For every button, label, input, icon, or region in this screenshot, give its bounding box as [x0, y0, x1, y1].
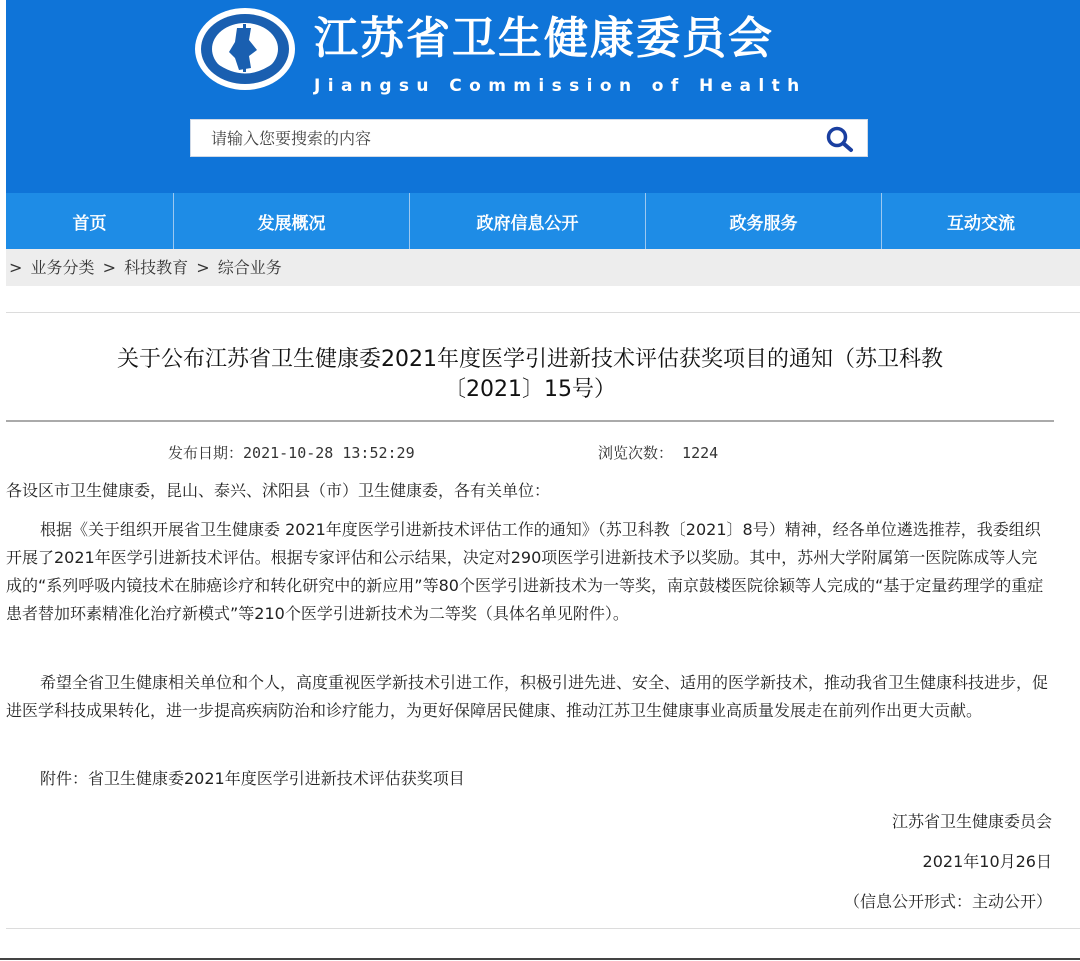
nav-item-services[interactable]: 政务服务 [646, 193, 882, 249]
nav-item-interaction[interactable]: 互动交流 [947, 213, 1015, 234]
breadcrumb-item-general[interactable]: 综合业务 [217, 258, 282, 277]
view-count [598, 442, 718, 463]
paragraph: 根据《关于组织开展省卫生健康委 2021年度医学引进新技术评估工作的通知》（苏卫科教〔2021〕8号）精神，经各单位遴选推荐，我委组织开展了2021年医学引进新技术评估。根据专家评估和公示结果，决定对290项医学引进新技术予以奖励。其中，苏州大学附属第一医院陈成等人完成的“系列呼吸内镜技术在肺癌诊疗和转化研究中的新应用”等80个医学引进新技术为一等奖，南京鼓楼医院徐颖等人完成的“基于定量药理学的重症患者替加环素精准化治疗新模式”等210个医学引进新技术为二等奖（具体名单见附件）。 [6, 520, 1044, 623]
breadcrumb-item-category[interactable]: 业务分类 [30, 258, 95, 277]
search-icon[interactable] [825, 125, 855, 153]
search-input[interactable] [191, 120, 811, 156]
site-header [6, 0, 1080, 193]
view-count-value: 1224 [682, 444, 719, 462]
disclosure-mode: （信息公开形式：主动公开） [843, 892, 1052, 911]
search-box [190, 119, 868, 157]
breadcrumb-separator: > [196, 258, 210, 277]
breadcrumb-item-science-edu[interactable]: 科技教育 [124, 258, 189, 277]
publish-date-value: 2021-10-28 13:52:29 [243, 444, 415, 462]
article-title-line: 关于公布江苏省卫生健康委2021年度医学引进新技术评估获奖项目的通知（苏卫科教 [117, 347, 943, 372]
view-count-label: 浏览次数： [598, 444, 674, 462]
breadcrumb [6, 249, 1080, 286]
signature-org: 江苏省卫生健康委员会 [891, 812, 1052, 831]
title-divider [6, 420, 1054, 422]
site-subtitle: Jiangsu Commission of Health [314, 76, 807, 96]
article-title-line: 〔2021〕15号） [444, 377, 616, 402]
divider [6, 928, 1080, 929]
main-nav [6, 193, 1080, 249]
divider [0, 958, 1080, 960]
breadcrumb-separator: > [102, 258, 117, 277]
divider [6, 312, 1080, 313]
publish-date-label: 发布日期： [168, 444, 244, 462]
site-title: 江苏省卫生健康委员会 [314, 13, 774, 64]
nav-item-home[interactable]: 首页 [6, 193, 174, 249]
publish-date [168, 442, 415, 463]
nav-item-gov-info[interactable]: 政府信息公开 [410, 193, 646, 249]
signature-date: 2021年10月26日 [922, 852, 1052, 871]
paragraph: 希望全省卫生健康相关单位和个人，高度重视医学新技术引进工作，积极引进先进、安全、适用的医学新技术，推动我省卫生健康科技进步，促进医学科技成果转化，进一步提高疾病防治和诊疗能力，为更好保障居民健康、推动江苏卫生健康事业高质量发展走在前列作出更大贡献。 [6, 673, 1049, 720]
nav-item-overview[interactable]: 发展概况 [174, 193, 410, 249]
commission-emblem-icon[interactable] [191, 6, 299, 92]
attachment-note: 附件：省卫生健康委2021年度医学引进新技术评估获奖项目 [40, 769, 465, 788]
salutation: 各设区市卫生健康委，昆山、泰兴、沭阳县（市）卫生健康委，各有关单位： [6, 481, 551, 500]
breadcrumb-separator: > [9, 258, 23, 277]
article-title [0, 345, 1060, 405]
